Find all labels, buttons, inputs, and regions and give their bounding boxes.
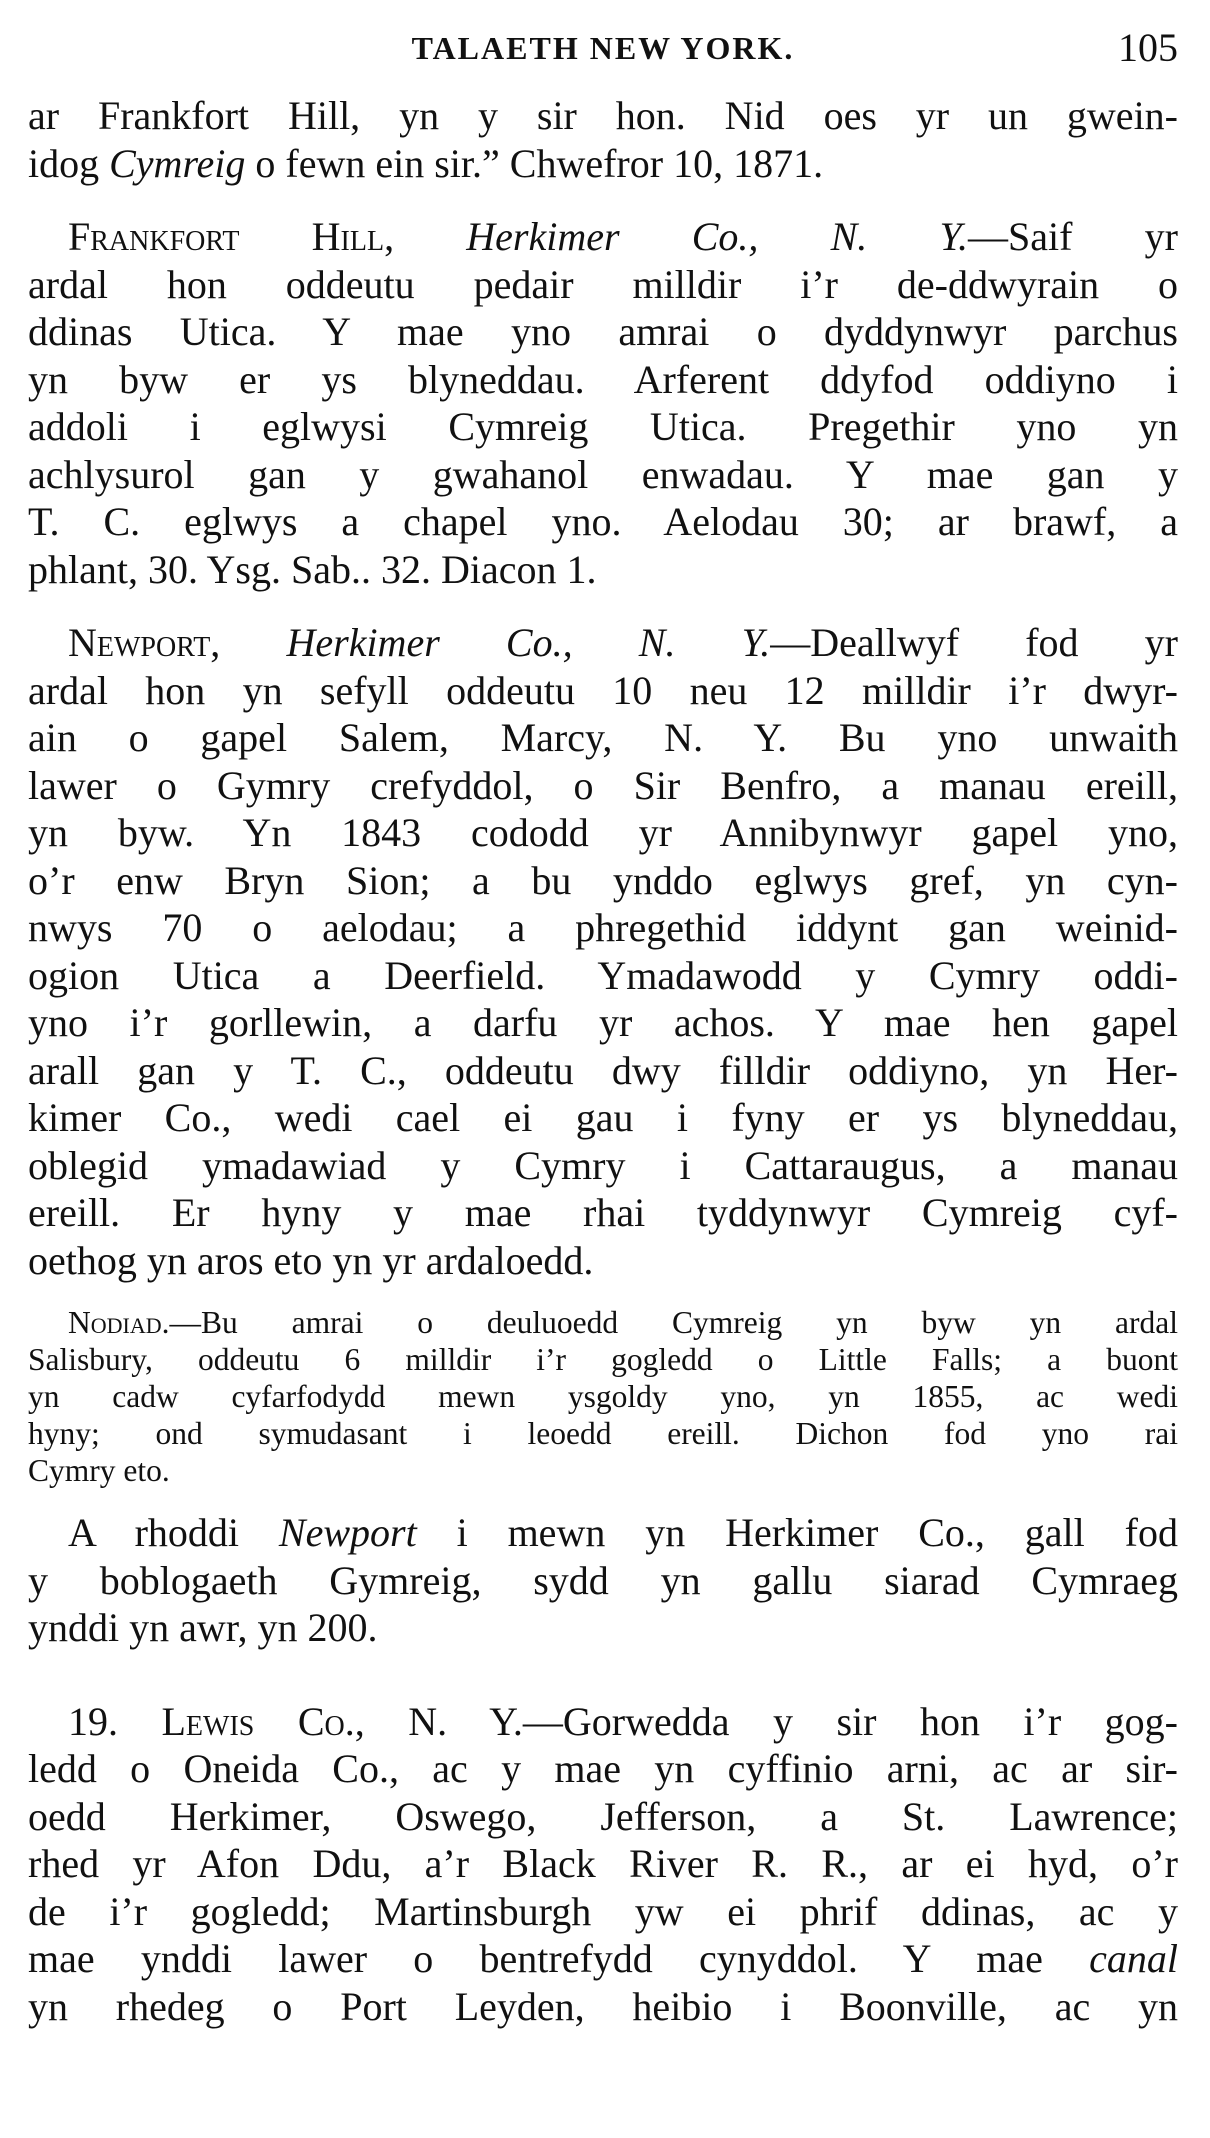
- text-line: achlysurol gan y gwahanol enwadau. Y mae gan y: [28, 451, 1178, 497]
- text-line: yn byw er ys blyneddau. Arferent ddyfod oddiyno i: [28, 356, 1178, 402]
- place-name: Herkimer Co., N. Y.: [286, 620, 771, 665]
- text-line: lawer o Gymry crefyddol, o Sir Benfro, a manau ereill,: [28, 762, 1178, 808]
- text-line: kimer Co., wedi cael ei gau i fyny er ys blyneddau,: [28, 1095, 1178, 1140]
- text-line: yn rhedeg o Port Leyden, heibio i Boonville, ac yn: [28, 1983, 1178, 2029]
- text-line: y boblogaeth Gymreig, sydd yn gallu siarad Cymraeg: [28, 1557, 1178, 1603]
- section-number: 19.: [68, 1698, 118, 1744]
- footnote: [28, 1304, 1178, 1489]
- paragraph-frankfort-hill: [28, 213, 1178, 593]
- text-line: o’r enw Bryn Sion; a bu ynddo eglwys gref, yn cyn-: [28, 857, 1178, 903]
- text-line: ledd o Oneida Co., ac y mae yn cyffinio arni, ac ar sir-: [28, 1746, 1178, 1791]
- note-heading: Nodiad.: [68, 1305, 170, 1340]
- text-line: ogion Utica a Deerfield. Ymadawodd y Cymry oddi-: [28, 952, 1178, 998]
- text-line: ar Frankfort Hill, yn y sir hon. Nid oes yr un gwein-: [28, 93, 1178, 138]
- text-line: arall gan y T. C., oddeutu dwy filldir oddiyno, yn Her-: [28, 1047, 1178, 1093]
- italic-word: Cymreig: [109, 140, 246, 186]
- text-line: ain o gapel Salem, Marcy, N. Y. Bu yno unwaith: [28, 715, 1178, 760]
- text-line: nwys 70 o aelodau; a phregethid iddynt gan weinid-: [28, 905, 1178, 950]
- paragraph-continuation: [28, 92, 1178, 187]
- text-line: yn byw. Yn 1843 cododd yr Annibynwyr gapel yno,: [28, 810, 1178, 855]
- text-line: yno i’r gorllewin, a darfu yr achos. Y mae hen gapel: [28, 1000, 1178, 1045]
- paragraph-newport: [28, 619, 1178, 1284]
- text-line: Salisbury, oddeutu 6 milldir i’r gogledd o Little Falls; a buont: [28, 1342, 1178, 1377]
- text-line: addoli i eglwysi Cymreig Utica. Pregethir yno yn: [28, 404, 1178, 449]
- text-line: oedd Herkimer, Oswego, Jefferson, a St. Lawrence;: [28, 1793, 1178, 1839]
- text-line: hyny; ond symudasant i leoedd ereill. Dichon fod yno rai: [28, 1416, 1178, 1451]
- text-line: mae ynddi lawer o bentrefydd cynyddol. Y mae canal: [28, 1936, 1178, 1981]
- text-line: ardal hon oddeutu pedair milldir i’r de-ddwyrain o: [28, 261, 1178, 307]
- text-line: oblegid ymadawiad y Cymry i Cattaraugus, a manau: [28, 1142, 1178, 1188]
- text-line: A rhoddi Newport i mewn yn Herkimer Co., gall fod: [68, 1510, 1178, 1555]
- text-line: yn cadw cyfarfodydd mewn ysgoldy yno, yn 1855, ac wedi: [28, 1379, 1178, 1414]
- text-line: Newport, Herkimer Co., N. Y.—Deallwyf fod yr: [68, 620, 1178, 665]
- text-line: Cymry eto.: [28, 1453, 170, 1488]
- text-line: T. C. eglwys a chapel yno. Aelodau 30; ar brawf, a: [28, 499, 1178, 544]
- running-title: TALAETH NEW YORK.: [411, 30, 795, 66]
- paragraph-population: [28, 1509, 1178, 1652]
- place-name: Herkimer Co., N. Y.: [466, 214, 969, 259]
- italic-word: canal: [1089, 1936, 1178, 1981]
- text-line: idog Cymreig o fewn ein sir.” Chwefror 10, 1871.: [28, 140, 824, 186]
- text-line: ardal hon yn sefyll oddeutu 10 neu 12 milldir i’r dwyr-: [28, 667, 1178, 713]
- section-heading: Newport,: [68, 620, 221, 665]
- section-heading: Frankfort Hill,: [68, 214, 395, 259]
- text-line: ynddi yn awr, yn 200.: [28, 1605, 378, 1650]
- text-line: ereill. Er hyny y mae rhai tyddynwyr Cymreig cyf-: [28, 1190, 1178, 1235]
- text-line: phlant, 30. Ysg. Sab.. 32. Diacon 1.: [28, 546, 597, 592]
- book-page: [28, 22, 1178, 2030]
- page-header: [28, 22, 1178, 82]
- text-line: Nodiad.—Bu amrai o deuluoedd Cymreig yn byw yn ardal: [68, 1305, 1178, 1340]
- place-name: Newport: [278, 1510, 417, 1555]
- paragraph-lewis-co: [28, 1698, 1178, 2031]
- text-line: oethog yn aros eto yn yr ardaloedd.: [28, 1237, 594, 1283]
- text-line: 19. Lewis Co., N. Y.—Gorwedda y sir hon i’r gog-: [68, 1698, 1178, 1744]
- text-line: rhed yr Afon Ddu, a’r Black River R. R., ar ei hyd, o’r: [28, 1841, 1178, 1886]
- text-line: de i’r gogledd; Martinsburgh yw ei phrif ddinas, ac y: [28, 1888, 1178, 1934]
- page-number: 105: [1118, 25, 1178, 70]
- text-line: ddinas Utica. Y mae yno amrai o dyddynwyr parchus: [28, 309, 1178, 354]
- section-heading: Lewis Co., N. Y.: [161, 1698, 523, 1744]
- text-line: Frankfort Hill, Herkimer Co., N. Y.—Saif yr: [68, 214, 1178, 259]
